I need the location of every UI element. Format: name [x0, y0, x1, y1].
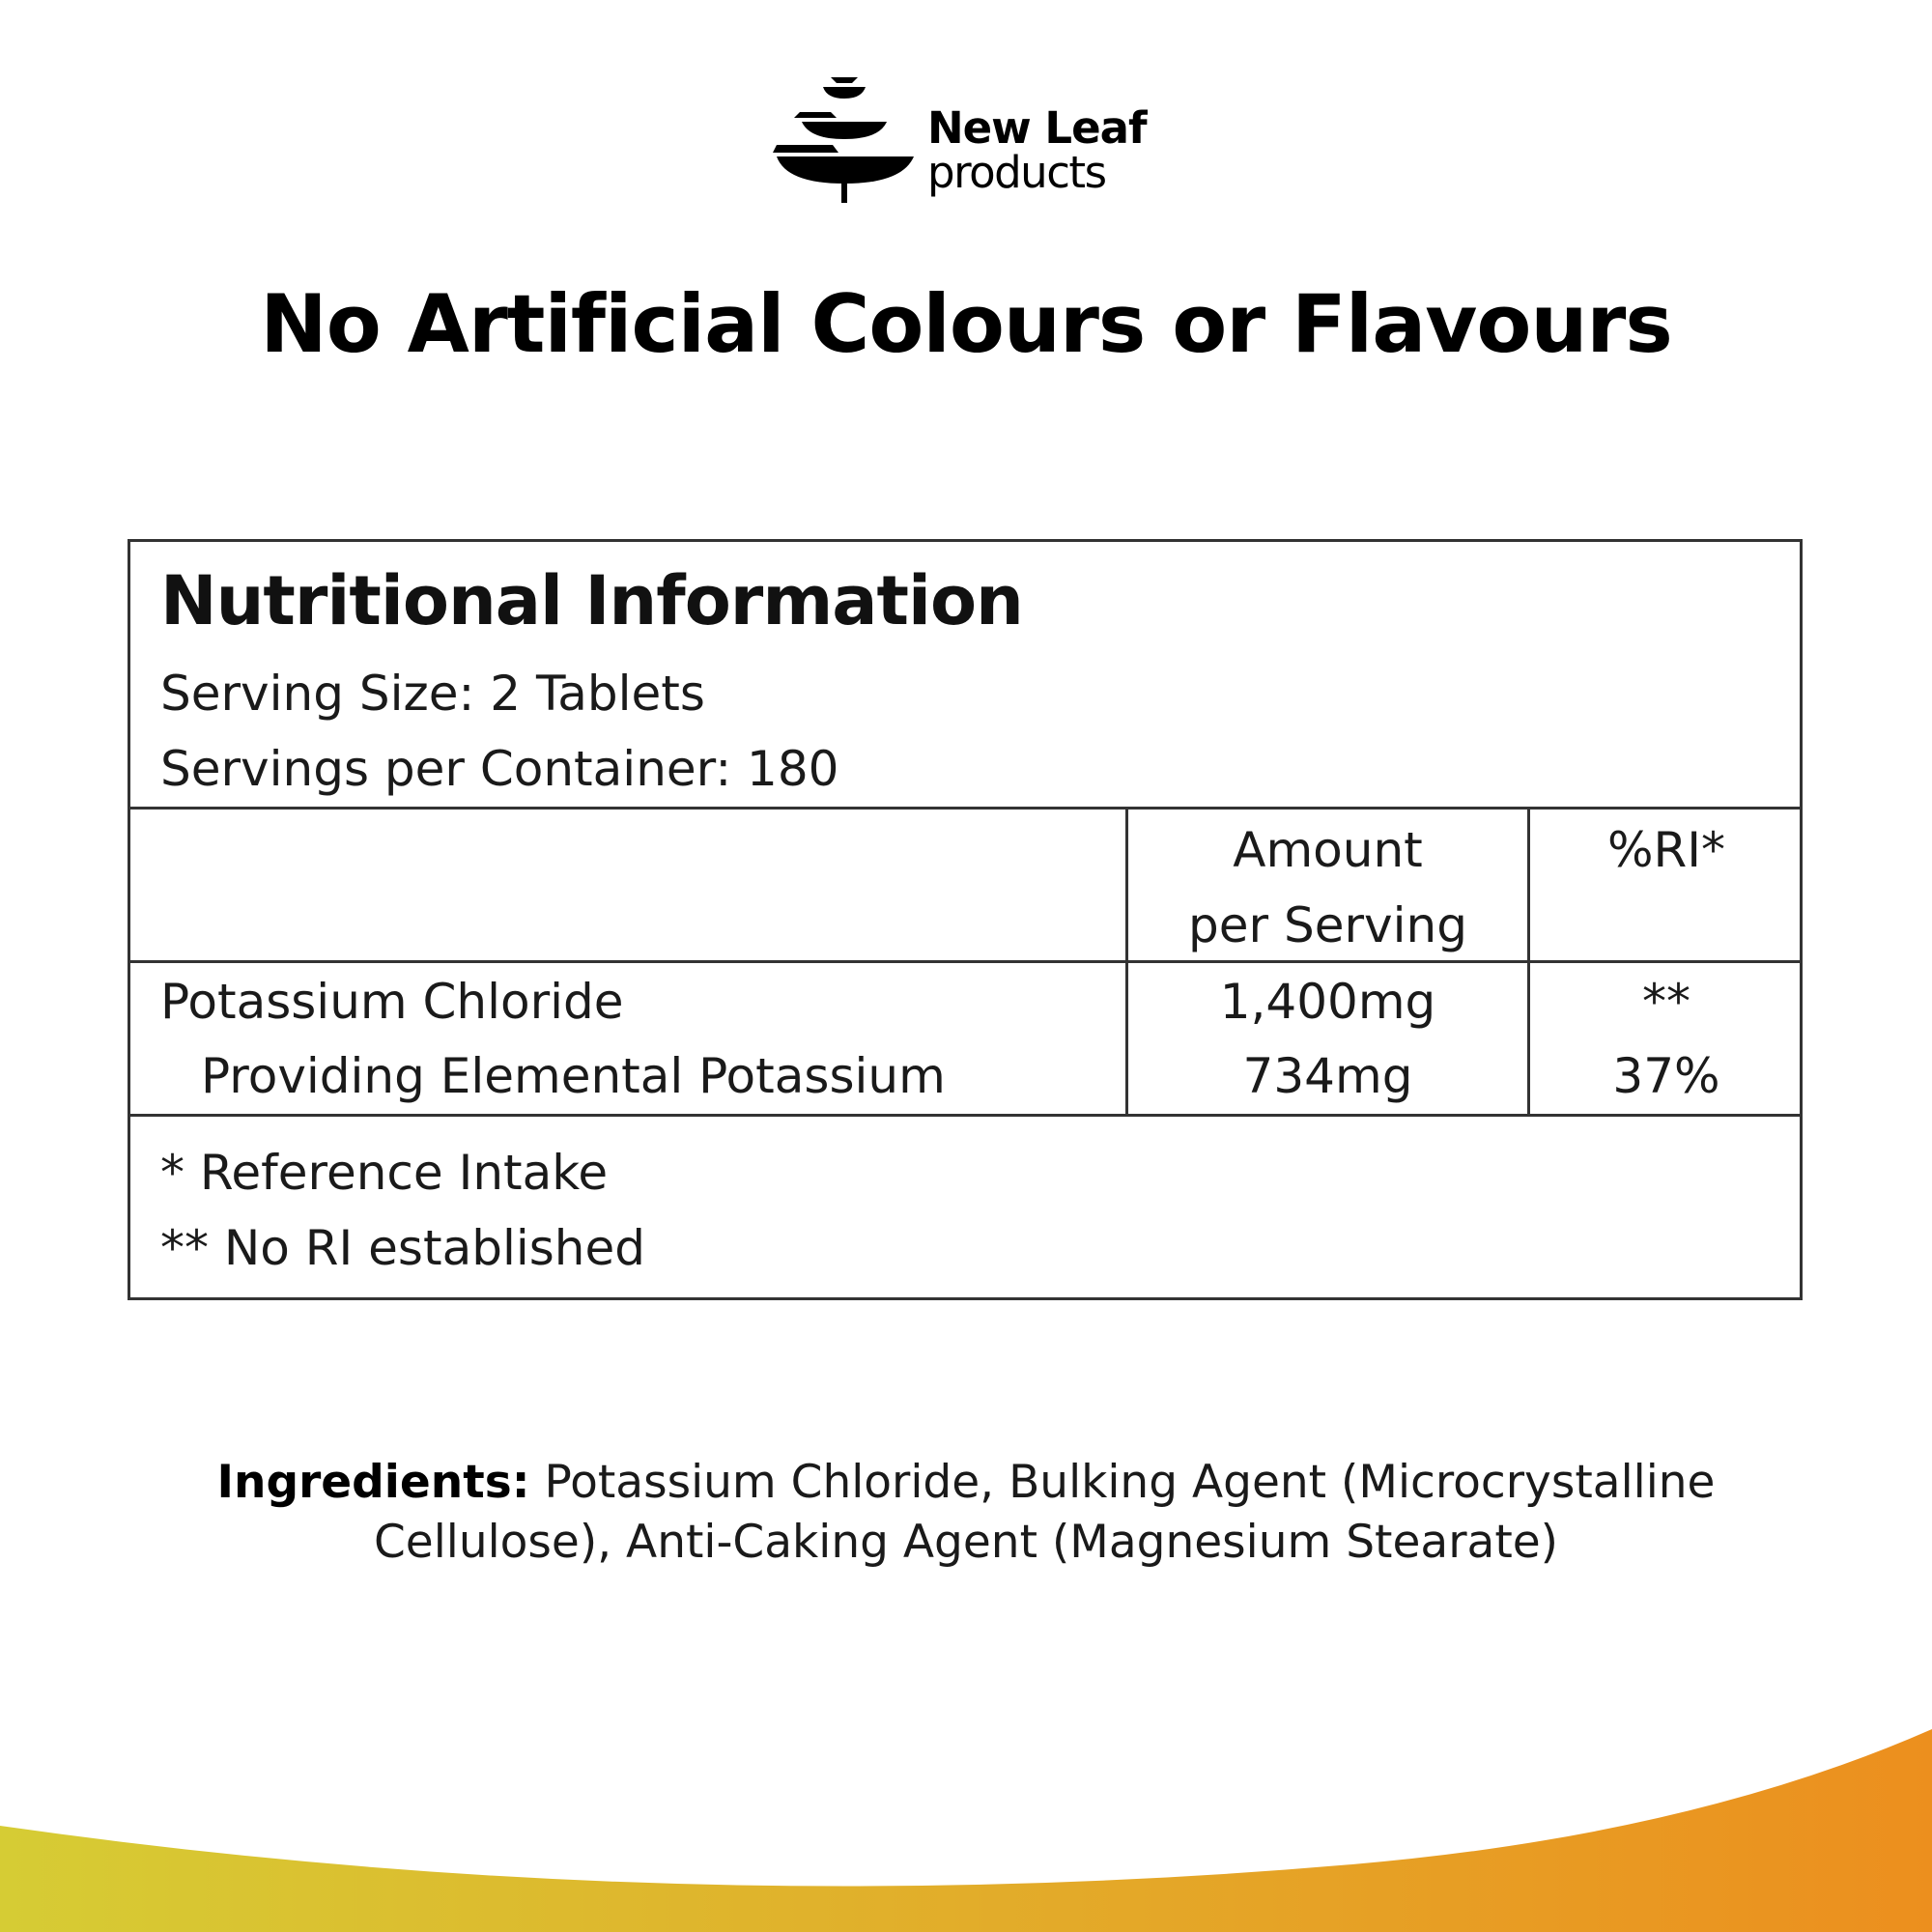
ingredients	[145, 1453, 1787, 1573]
table-divider	[130, 960, 1800, 963]
footnote: ** No RI established	[160, 1220, 645, 1276]
header-ri: %RI*	[1607, 822, 1725, 878]
brand-logo	[773, 75, 1179, 211]
header-amount-line1: Amount	[1233, 822, 1423, 878]
row-ri: **	[1642, 974, 1690, 1030]
nutrition-table	[128, 539, 1803, 1300]
header-amount-line2: per Serving	[1188, 897, 1467, 953]
stacked-leaf-tree-icon	[773, 75, 918, 205]
serving-size: Serving Size: 2 Tablets	[160, 666, 705, 722]
table-divider	[130, 807, 1800, 810]
brand-name: New Leaf	[927, 102, 1147, 154]
brand-subtitle: products	[927, 147, 1106, 198]
servings-per-container: Servings per Container: 180	[160, 741, 839, 797]
ingredients-label: Ingredients:	[216, 1456, 530, 1509]
headline: No Artificial Colours or Flavours	[260, 277, 1672, 371]
bottom-swoosh-decoration	[0, 1719, 1932, 1932]
footnote: * Reference Intake	[160, 1145, 609, 1201]
row-ri: 37%	[1612, 1048, 1720, 1104]
row-name: Providing Elemental Potassium	[201, 1048, 946, 1104]
row-amount: 1,400mg	[1219, 974, 1436, 1030]
ingredients-text: Potassium Chloride, Bulking Agent (Microcrystalline Cellulose), Anti-Caking Agent (Magnesium Stearate)	[373, 1456, 1716, 1569]
row-amount: 734mg	[1242, 1048, 1413, 1104]
table-divider	[130, 1114, 1800, 1117]
row-name: Potassium Chloride	[160, 974, 624, 1030]
nutrition-title: Nutritional Information	[160, 561, 1023, 640]
